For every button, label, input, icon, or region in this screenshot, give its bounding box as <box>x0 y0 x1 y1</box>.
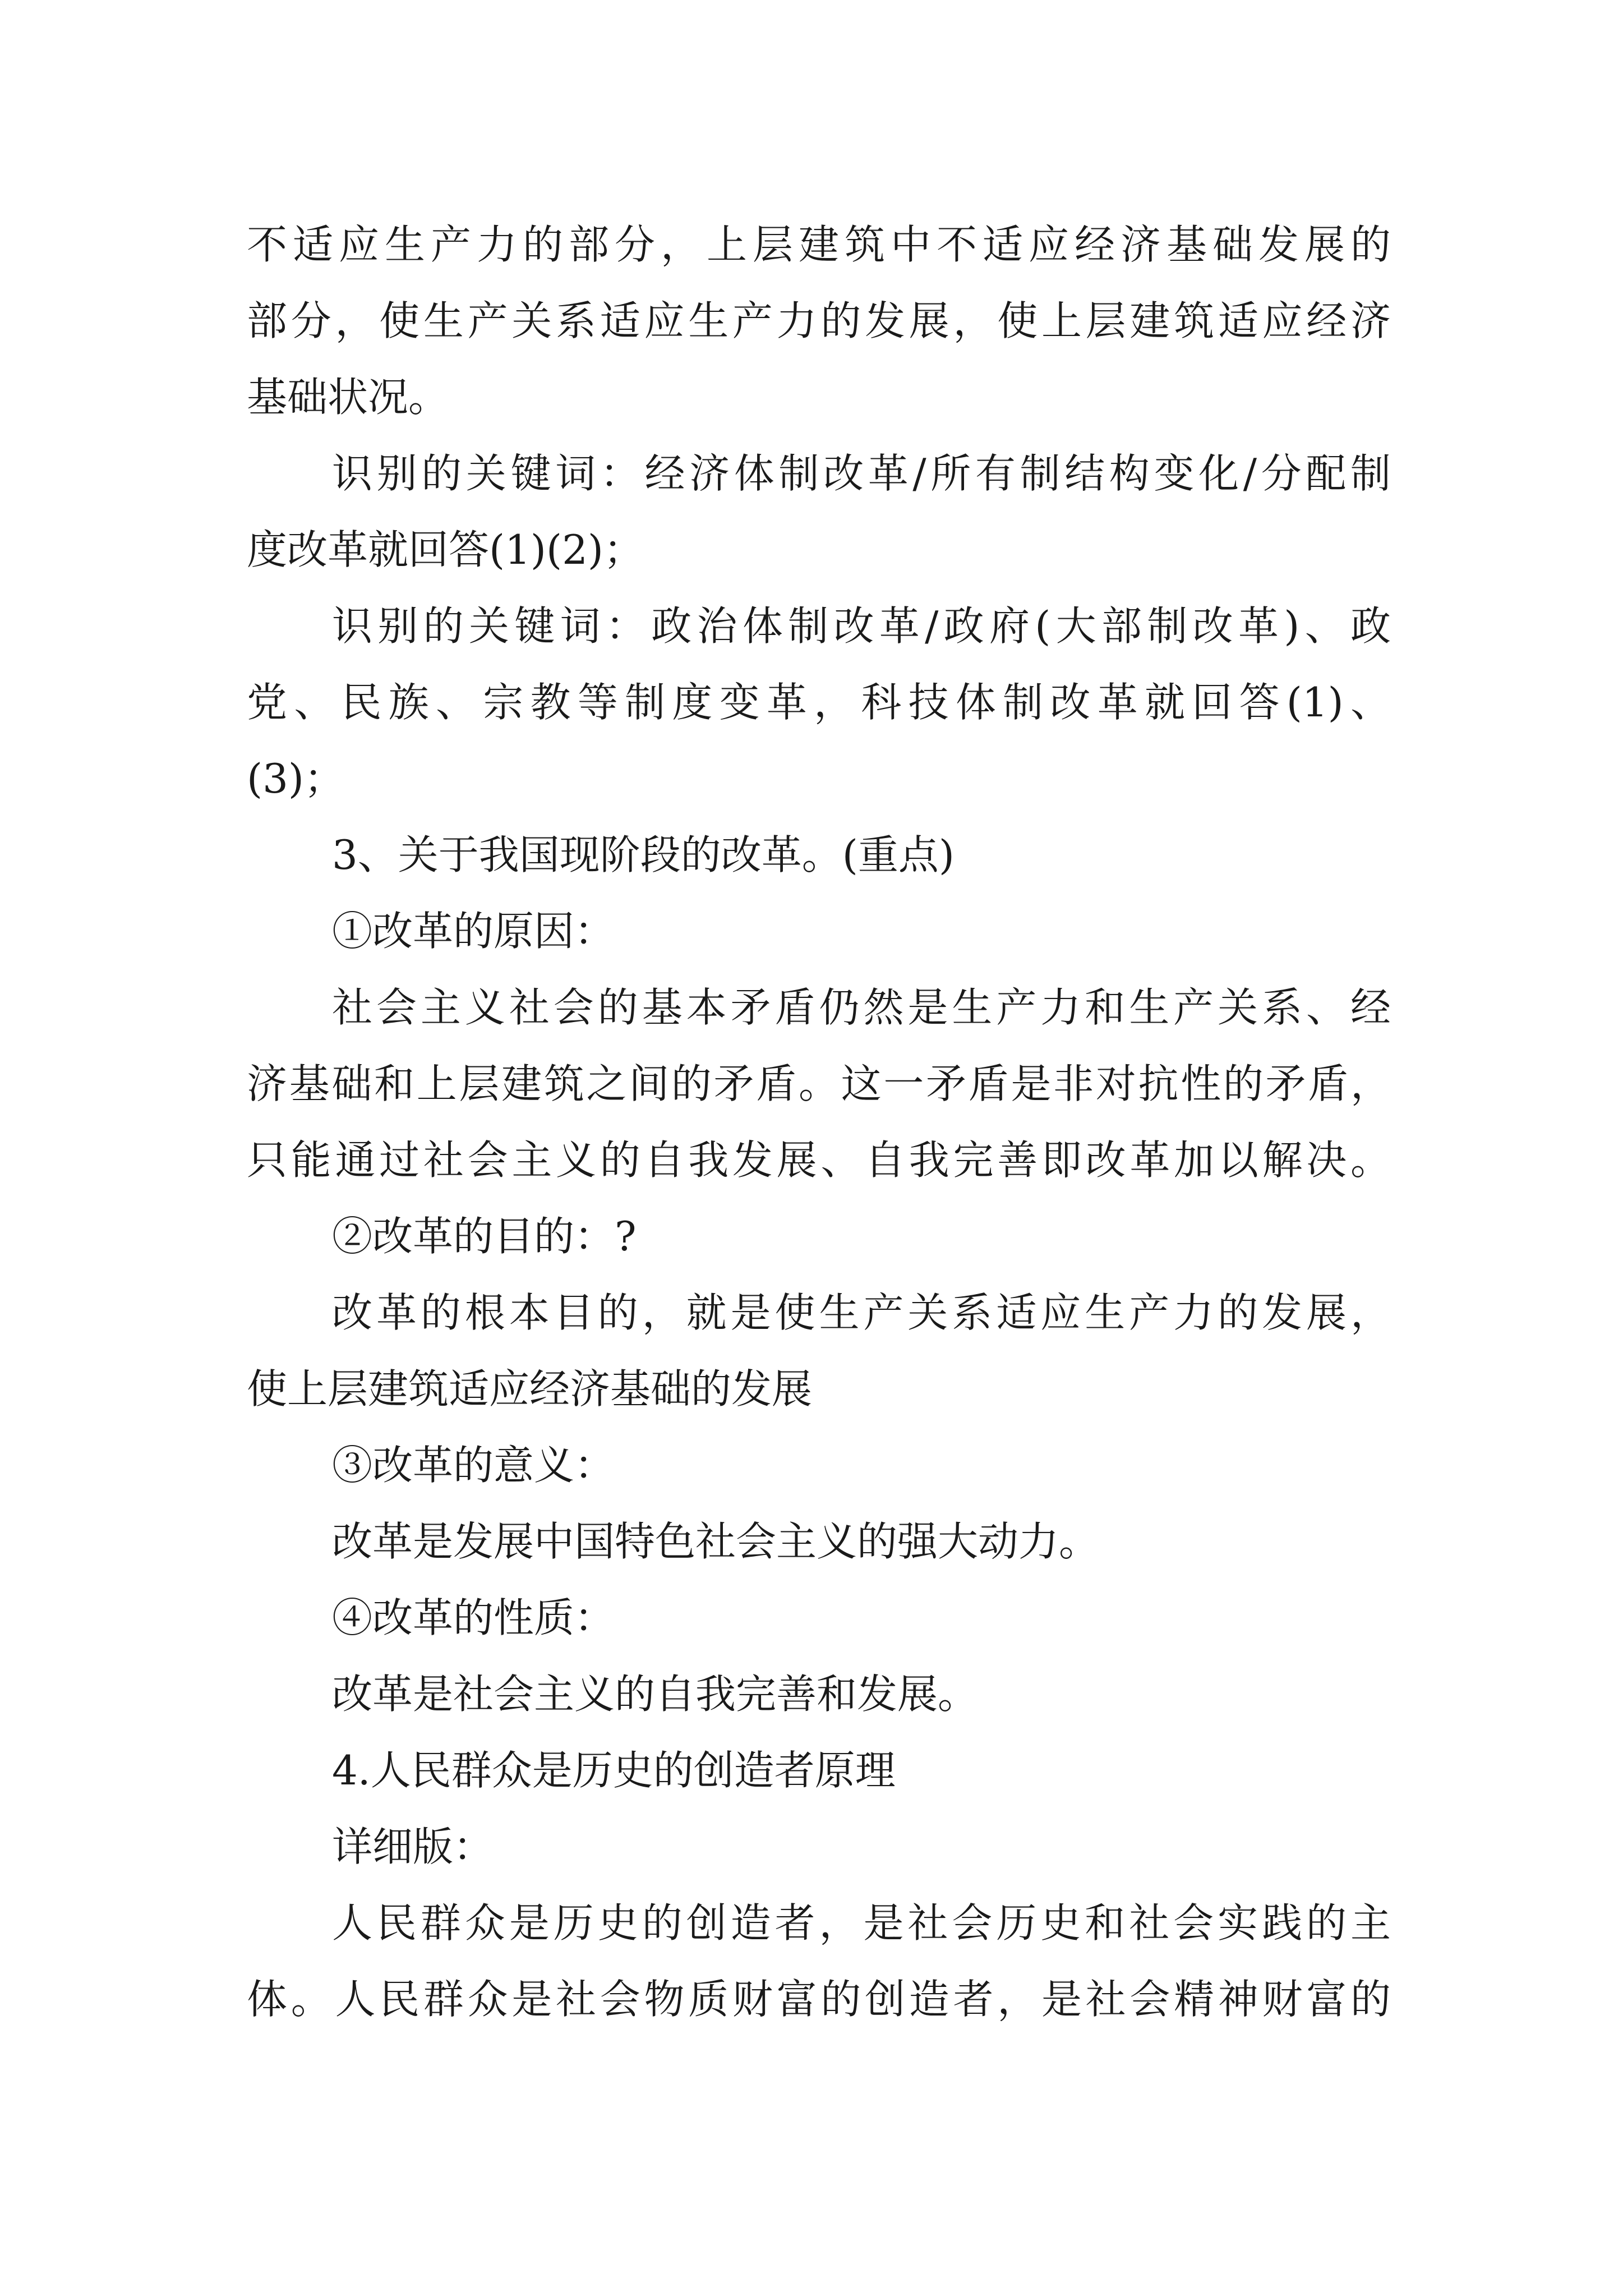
text-line: 人民群众是历史的创造者，是社会历史和社会实践的主 <box>332 1899 1391 1947</box>
text-line: 改革的根本目的，就是使生产关系适应生产力的发展， <box>332 1289 1391 1336</box>
text-line: 识别的关键词：政治体制改革/政府(大部制改革)、政 <box>332 602 1391 650</box>
text-line: 党、民族、宗教等制度变革，科技体制改革就回答(1)、 <box>247 679 1391 726</box>
subsection-heading: ④改革的性质： <box>332 1594 615 1641</box>
section-heading: 3、关于我国现阶段的改革。(重点) <box>332 831 955 878</box>
text-line: 体。人民群众是社会物质财富的创造者，是社会精神财富的 <box>247 1976 1391 2023</box>
subsection-heading: ③改革的意义： <box>332 1442 615 1489</box>
section-heading: 4.人民群众是历史的创造者原理 <box>332 1747 896 1794</box>
text-line: 不适应生产力的部分，上层建筑中不适应经济基础发展的 <box>247 221 1391 268</box>
text-line: 改革是发展中国特色社会主义的强大动力。 <box>332 1518 1100 1565</box>
text-line: 改革是社会主义的自我完善和发展。 <box>332 1671 979 1718</box>
subsection-heading: 详细版： <box>332 1823 494 1870</box>
document-body <box>247 206 1391 2037</box>
text-line: 只能通过社会主义的自我发展、自我完善即改革加以解决。 <box>247 1137 1391 1184</box>
text-line: (3)； <box>247 755 344 802</box>
text-line: 济基础和上层建筑之间的矛盾。这一矛盾是非对抗性的矛盾， <box>247 1060 1391 1107</box>
text-line: 社会主义社会的基本矛盾仍然是生产力和生产关系、经 <box>332 984 1391 1031</box>
text-line: 使上层建筑适应经济基础的发展 <box>247 1365 813 1412</box>
subsection-heading: ②改革的目的：? <box>332 1213 637 1260</box>
text-line: 部分，使生产关系适应生产力的发展，使上层建筑适应经济 <box>247 297 1391 344</box>
text-line: 基础状况。 <box>247 374 449 421</box>
subsection-heading: ①改革的原因： <box>332 908 615 955</box>
text-line: 识别的关键词：经济体制改革/所有制结构变化/分配制 <box>332 450 1391 497</box>
text-line: 度改革就回答(1)(2)； <box>247 526 644 573</box>
